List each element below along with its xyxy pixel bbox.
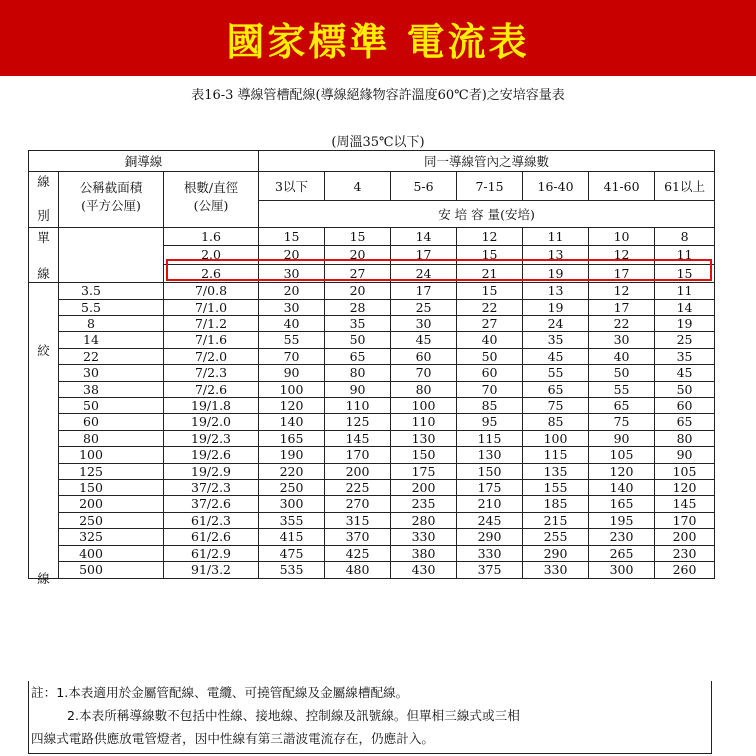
- wire-type-header-char-2: 別: [37, 208, 50, 223]
- ampacity-value: 370: [325, 529, 391, 545]
- ampacity-value: 65: [589, 398, 655, 414]
- ampacity-value: 300: [589, 562, 655, 578]
- ampacity-value: 8: [655, 228, 715, 246]
- ampacity-value: 290: [523, 545, 589, 561]
- ampacity-value: 190: [259, 447, 325, 463]
- stranded-row: [29, 381, 715, 397]
- ampacity-value: 17: [391, 246, 457, 264]
- stranded-area: 500: [59, 562, 164, 578]
- table-subtitle: (周溫35℃以下): [331, 135, 425, 150]
- ampacity-value: 28: [325, 299, 391, 315]
- stranded-strands: 61/2.6: [164, 529, 259, 545]
- ampacity-value: 100: [391, 398, 457, 414]
- ampacity-value: 115: [457, 430, 523, 446]
- stranded-strands: 7/2.0: [164, 348, 259, 364]
- ampacity-table: [28, 150, 715, 587]
- ampacity-value: 330: [391, 529, 457, 545]
- ampacity-value: 170: [655, 512, 715, 528]
- stranded-strands: 91/3.2: [164, 562, 259, 578]
- ampacity-value: 11: [523, 228, 589, 246]
- ampacity-value: 65: [325, 348, 391, 364]
- ampacity-value: 50: [457, 348, 523, 364]
- stranded-strands: 7/1.2: [164, 316, 259, 332]
- banner-title: 國家標準 電流表: [226, 19, 530, 64]
- ampacity-value: 175: [391, 463, 457, 479]
- ampacity-value: 13: [523, 246, 589, 264]
- ampacity-value: 290: [457, 529, 523, 545]
- ampacity-value: 90: [655, 447, 715, 463]
- ampacity-value: 17: [589, 264, 655, 282]
- ampacity-value: 65: [655, 414, 715, 430]
- count-col-1: 3以下: [259, 172, 325, 201]
- ampacity-value: 200: [655, 529, 715, 545]
- ampacity-value: 35: [523, 332, 589, 348]
- stranded-wire-type-char-1: 絞: [37, 343, 50, 359]
- stranded-row: [29, 545, 715, 561]
- ampacity-value: 17: [391, 283, 457, 299]
- ampacity-value: 235: [391, 496, 457, 512]
- ampacity-value: 60: [391, 348, 457, 364]
- ampacity-value: 230: [589, 529, 655, 545]
- ampacity-value: 11: [655, 283, 715, 299]
- ampacity-value: 12: [457, 228, 523, 246]
- ampacity-value: 17: [589, 299, 655, 315]
- ampacity-value: 12: [589, 283, 655, 299]
- ampacity-value: 75: [589, 414, 655, 430]
- ampacity-value: 15: [325, 228, 391, 246]
- stranded-row: [29, 332, 715, 348]
- ampacity-value: 35: [325, 316, 391, 332]
- stranded-area: 38: [59, 381, 164, 397]
- ampacity-value: 24: [523, 316, 589, 332]
- ampacity-value: 105: [589, 447, 655, 463]
- conductor-count-header: 同一導線管內之導線數: [259, 151, 715, 172]
- ampacity-value: 125: [325, 414, 391, 430]
- ampacity-value: 145: [655, 496, 715, 512]
- ampacity-value: 100: [259, 381, 325, 397]
- ampacity-value: 260: [655, 562, 715, 578]
- ampacity-value: 55: [259, 332, 325, 348]
- ampacity-value: 380: [391, 545, 457, 561]
- ampacity-value: 20: [325, 283, 391, 299]
- stranded-area: 14: [59, 332, 164, 348]
- ampacity-value: 19: [655, 316, 715, 332]
- ampacity-value: 55: [589, 381, 655, 397]
- ampacity-value: 265: [589, 545, 655, 561]
- highlight-box: [166, 259, 712, 281]
- stranded-strands: 7/2.6: [164, 381, 259, 397]
- ampacity-value: 145: [325, 430, 391, 446]
- wire-type-header: [29, 172, 59, 228]
- stranded-row: [29, 348, 715, 364]
- ampacity-value: 25: [391, 299, 457, 315]
- count-col-6: 41-60: [589, 172, 655, 201]
- ampacity-value: 20: [259, 246, 325, 264]
- ampacity-value: 30: [259, 264, 325, 282]
- ampacity-value: 135: [523, 463, 589, 479]
- ampacity-value: 60: [655, 398, 715, 414]
- ampacity-value: 75: [523, 398, 589, 414]
- ampacity-value: 22: [457, 299, 523, 315]
- ampacity-value: 27: [325, 264, 391, 282]
- stranded-strands: 7/1.6: [164, 332, 259, 348]
- stranded-area: 125: [59, 463, 164, 479]
- stranded-strands: 61/2.3: [164, 512, 259, 528]
- stranded-area: 8: [59, 316, 164, 332]
- ampacity-value: 45: [391, 332, 457, 348]
- ampacity-value: 200: [391, 480, 457, 496]
- stranded-row: [29, 283, 715, 299]
- stranded-row: [29, 414, 715, 430]
- title-banner: [0, 0, 756, 76]
- stranded-area: 22: [59, 348, 164, 364]
- stranded-area: 3.5: [59, 283, 164, 299]
- ampacity-value: 70: [457, 381, 523, 397]
- stranded-area: 50: [59, 398, 164, 414]
- stranded-strands: 19/2.0: [164, 414, 259, 430]
- ampacity-value: 85: [523, 414, 589, 430]
- ampacity-value: 19: [523, 299, 589, 315]
- solid-wire-type-cell: [29, 228, 59, 283]
- ampacity-value: 215: [523, 512, 589, 528]
- stranded-area: 200: [59, 496, 164, 512]
- ampacity-value: 15: [655, 264, 715, 282]
- stranded-area: 60: [59, 414, 164, 430]
- stranded-strands: 37/2.3: [164, 480, 259, 496]
- ampacity-value: 19: [523, 264, 589, 282]
- stranded-area: 5.5: [59, 299, 164, 315]
- stranded-strands: 7/2.3: [164, 365, 259, 381]
- ampacity-value: 22: [589, 316, 655, 332]
- stranded-row: [29, 316, 715, 332]
- ampacity-value: 80: [391, 381, 457, 397]
- stranded-row: [29, 430, 715, 446]
- ampacity-value: 315: [325, 512, 391, 528]
- ampacity-value: 355: [259, 512, 325, 528]
- ampacity-value: 175: [457, 480, 523, 496]
- ampacity-value: 210: [457, 496, 523, 512]
- solid-wire-type-char-1: 單: [37, 230, 50, 245]
- ampacity-value: 90: [259, 365, 325, 381]
- stranded-row: [29, 562, 715, 578]
- solid-size: 2.0: [164, 246, 259, 264]
- count-col-2: 4: [325, 172, 391, 201]
- ampacity-value: 130: [391, 430, 457, 446]
- ampacity-value: 20: [325, 246, 391, 264]
- nominal-area-header-line-1: 公稱截面積: [79, 180, 143, 195]
- ampacity-value: 40: [457, 332, 523, 348]
- stranded-wire-type-char-2: 線: [37, 571, 50, 587]
- ampacity-value: 25: [655, 332, 715, 348]
- ampacity-value: 10: [589, 228, 655, 246]
- ampacity-value: 30: [391, 316, 457, 332]
- ampacity-value: 300: [259, 496, 325, 512]
- ampacity-value: 70: [391, 365, 457, 381]
- ampacity-value: 425: [325, 545, 391, 561]
- note-3: 四線式電路供應放電管燈者，因中性線有第三諧波電流存在，仍應計入。: [31, 731, 434, 746]
- count-col-5: 16-40: [523, 172, 589, 201]
- solid-area-empty: [59, 228, 164, 283]
- ampacity-value: 150: [457, 463, 523, 479]
- ampacity-value: 100: [523, 430, 589, 446]
- ampacity-value: 14: [391, 228, 457, 246]
- ampacity-value: 40: [589, 348, 655, 364]
- ampacity-value: 35: [655, 348, 715, 364]
- ampacity-value: 110: [325, 398, 391, 414]
- stranded-row: [29, 529, 715, 545]
- ampacity-value: 330: [457, 545, 523, 561]
- ampacity-value: 140: [589, 480, 655, 496]
- ampacity-value: 50: [325, 332, 391, 348]
- ampacity-value: 225: [325, 480, 391, 496]
- ampacity-value: 95: [457, 414, 523, 430]
- note-1: 註：1.本表適用於金屬管配線、電纜、可撓管配線及金屬線槽配線。: [31, 685, 409, 700]
- count-col-7: 61以上: [655, 172, 715, 201]
- ampacity-value: 165: [589, 496, 655, 512]
- ampacity-value: 230: [655, 545, 715, 561]
- ampacity-value: 11: [655, 246, 715, 264]
- ampacity-value: 80: [655, 430, 715, 446]
- ampacity-value: 185: [523, 496, 589, 512]
- count-col-3: 5-6: [391, 172, 457, 201]
- ampacity-value: 85: [457, 398, 523, 414]
- stranded-strands: 19/2.9: [164, 463, 259, 479]
- ampacity-value: 90: [589, 430, 655, 446]
- ampacity-value: 415: [259, 529, 325, 545]
- ampacity-value: 20: [259, 283, 325, 299]
- ampacity-value: 13: [523, 283, 589, 299]
- solid-size: 1.6: [164, 228, 259, 246]
- ampacity-value: 195: [589, 512, 655, 528]
- ampacity-value: 45: [655, 365, 715, 381]
- ampacity-value: 280: [391, 512, 457, 528]
- ampacity-value: 27: [457, 316, 523, 332]
- stranded-area: 100: [59, 447, 164, 463]
- solid-size: 2.6: [164, 264, 259, 282]
- stranded-area: 30: [59, 365, 164, 381]
- ampacity-value: 165: [259, 430, 325, 446]
- ampacity-value: 480: [325, 562, 391, 578]
- copper-wire-header: 銅導線: [29, 151, 259, 172]
- ampacity-value: 220: [259, 463, 325, 479]
- stranded-row: [29, 463, 715, 479]
- stranded-wire-type-cell: [29, 283, 59, 587]
- stranded-row: [29, 299, 715, 315]
- ampacity-value: 80: [325, 365, 391, 381]
- ampacity-value: 30: [259, 299, 325, 315]
- stranded-row: [29, 496, 715, 512]
- ampacity-value: 140: [259, 414, 325, 430]
- ampacity-value: 475: [259, 545, 325, 561]
- ampacity-value: 55: [523, 365, 589, 381]
- ampacity-value: 255: [523, 529, 589, 545]
- solid-row: [29, 228, 715, 246]
- stranded-strands: 19/2.3: [164, 430, 259, 446]
- ampacity-value: 40: [259, 316, 325, 332]
- strands-diameter-header: [164, 172, 259, 228]
- ampacity-value: 15: [457, 283, 523, 299]
- ampacity-value: 200: [325, 463, 391, 479]
- ampacity-value: 150: [391, 447, 457, 463]
- wire-type-header-char-1: 線: [37, 174, 50, 189]
- stranded-area: 325: [59, 529, 164, 545]
- ampacity-value: 45: [523, 348, 589, 364]
- ampacity-value: 110: [391, 414, 457, 430]
- ampacity-value: 50: [589, 365, 655, 381]
- strands-diameter-header-line-1: 根數/直徑: [183, 180, 239, 195]
- stranded-row: [29, 480, 715, 496]
- ampacity-value: 115: [523, 447, 589, 463]
- ampacity-value: 70: [259, 348, 325, 364]
- strands-diameter-header-line-2: (公厘): [193, 198, 229, 213]
- ampacity-value: 21: [457, 264, 523, 282]
- notes-block: [28, 681, 712, 754]
- ampacity-value: 245: [457, 512, 523, 528]
- ampacity-value: 170: [325, 447, 391, 463]
- ampacity-value: 90: [325, 381, 391, 397]
- ampacity-value: 15: [259, 228, 325, 246]
- ampacity-value: 60: [457, 365, 523, 381]
- nominal-area-header-line-2: (平方公厘): [81, 198, 141, 213]
- stranded-strands: 19/2.6: [164, 447, 259, 463]
- ampacity-value: 50: [655, 381, 715, 397]
- stranded-strands: 19/1.8: [164, 398, 259, 414]
- ampacity-value: 30: [589, 332, 655, 348]
- stranded-row: [29, 447, 715, 463]
- ampacity-value: 375: [457, 562, 523, 578]
- stranded-row: [29, 398, 715, 414]
- table-caption: 表16-3 導線管槽配線(導線絕緣物容許溫度60℃者)之安培容量表: [191, 88, 565, 103]
- stranded-strands: 37/2.6: [164, 496, 259, 512]
- ampacity-value: 120: [259, 398, 325, 414]
- stranded-area: 80: [59, 430, 164, 446]
- ampacity-value: 130: [457, 447, 523, 463]
- stranded-strands: 61/2.9: [164, 545, 259, 561]
- ampacity-value: 24: [391, 264, 457, 282]
- nominal-area-header: [59, 172, 164, 228]
- ampacity-value: 330: [523, 562, 589, 578]
- stranded-area: 400: [59, 545, 164, 561]
- note-2: 2.本表所稱導線數不包括中性線、接地線、控制線及訊號線。但單相三線式或三相: [67, 708, 520, 723]
- ampacity-label: 安 培 容 量(安培): [259, 201, 715, 228]
- ampacity-value: 105: [655, 463, 715, 479]
- ampacity-value: 430: [391, 562, 457, 578]
- stranded-row: [29, 512, 715, 528]
- ampacity-value: 155: [523, 480, 589, 496]
- ampacity-value: 14: [655, 299, 715, 315]
- ampacity-value: 12: [589, 246, 655, 264]
- count-col-4: 7-15: [457, 172, 523, 201]
- stranded-area: 250: [59, 512, 164, 528]
- stranded-strands: 7/0.8: [164, 283, 259, 299]
- ampacity-value: 250: [259, 480, 325, 496]
- solid-wire-type-char-2: 線: [37, 266, 50, 282]
- ampacity-value: 120: [589, 463, 655, 479]
- ampacity-value: 120: [655, 480, 715, 496]
- ampacity-value: 15: [457, 246, 523, 264]
- stranded-strands: 7/1.0: [164, 299, 259, 315]
- ampacity-value: 65: [523, 381, 589, 397]
- ampacity-value: 270: [325, 496, 391, 512]
- stranded-row: [29, 365, 715, 381]
- ampacity-value: 535: [259, 562, 325, 578]
- stranded-area: 150: [59, 480, 164, 496]
